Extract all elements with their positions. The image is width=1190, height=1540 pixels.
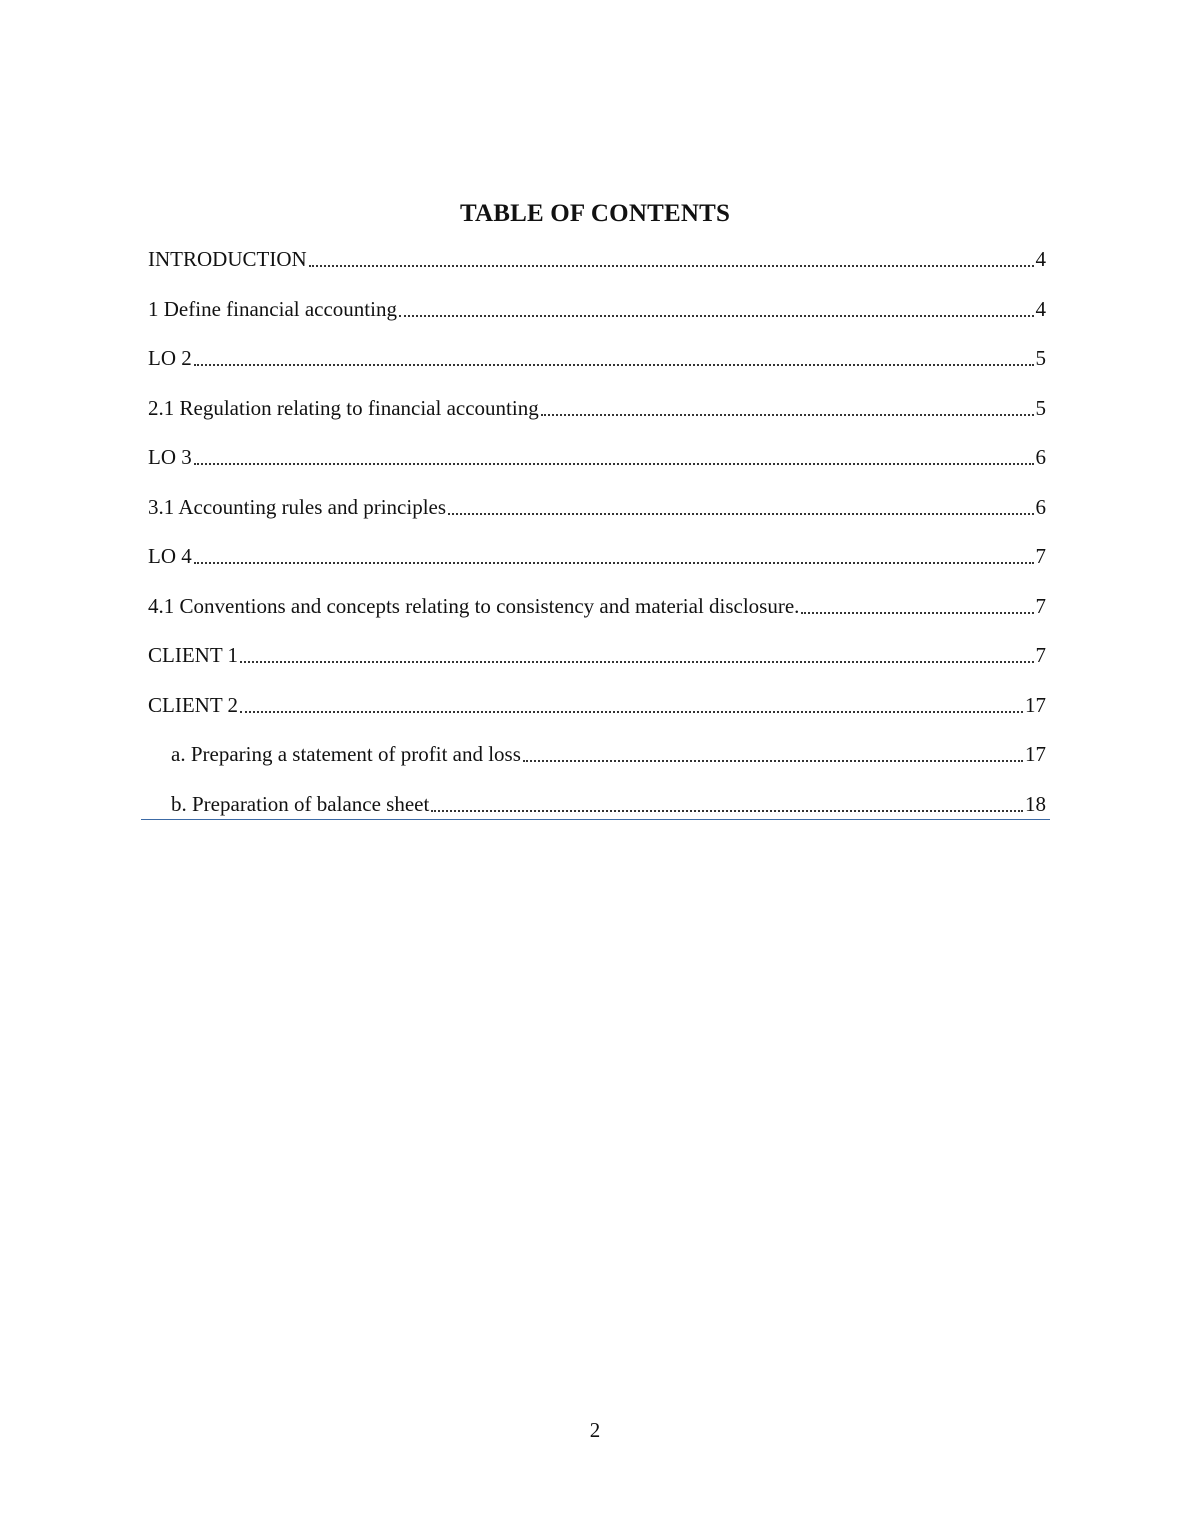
- toc-entry-title: a. Preparing a statement of profit and loss: [171, 742, 521, 766]
- toc-entry-title: INTRODUCTION: [148, 247, 307, 271]
- toc-entry-page: 18: [1025, 791, 1046, 816]
- dot-leader: [541, 394, 1034, 416]
- toc-entry-title: 1 Define financial accounting: [148, 296, 397, 321]
- toc-entry-title: LO 3: [148, 445, 192, 469]
- toc-entry-page: 17: [1025, 692, 1046, 717]
- toc-entry-page: 7: [1035, 643, 1046, 667]
- dot-leader: [448, 493, 1033, 515]
- toc-entry[interactable]: [148, 295, 1046, 345]
- toc-field-boundary-line: [141, 819, 1050, 820]
- dot-leader: [801, 592, 1033, 614]
- dot-leader: [523, 740, 1023, 762]
- toc-entry[interactable]: [148, 592, 1046, 642]
- toc-entry-page: 17: [1025, 742, 1046, 766]
- table-of-contents: [148, 245, 1046, 839]
- dot-leader: [240, 641, 1033, 663]
- toc-entry-page: 4: [1035, 247, 1046, 271]
- toc-entry-title: LO 4: [148, 544, 192, 568]
- toc-title: TABLE OF CONTENTS: [459, 200, 731, 227]
- toc-entry-title: 2.1 Regulation relating to financial accounting: [148, 395, 539, 420]
- toc-entry-title: CLIENT 1: [148, 643, 239, 667]
- toc-entry-page: 5: [1035, 395, 1046, 420]
- toc-entry-title: b. Preparation of balance sheet: [171, 791, 430, 816]
- dot-leader: [194, 344, 1034, 366]
- dot-leader: [431, 790, 1023, 812]
- toc-entry-title: 4.1 Conventions and concepts relating to consistency and material disclosure.: [148, 593, 800, 618]
- toc-subentry[interactable]: [148, 790, 1046, 840]
- toc-entry-title: LO 2: [148, 346, 192, 370]
- toc-subentry[interactable]: [148, 740, 1046, 790]
- dot-leader: [194, 542, 1034, 564]
- toc-entry-title: CLIENT 2: [148, 692, 239, 717]
- dot-leader: [399, 295, 1034, 317]
- toc-entry[interactable]: [148, 493, 1046, 543]
- toc-entry-title: 3.1 Accounting rules and principles: [148, 494, 447, 519]
- toc-entry-page: 4: [1035, 296, 1046, 321]
- toc-entry[interactable]: [148, 344, 1046, 394]
- toc-entry-page: 6: [1035, 445, 1046, 469]
- toc-entry[interactable]: [148, 245, 1046, 295]
- toc-entry-page: 6: [1035, 494, 1046, 519]
- toc-entry[interactable]: [148, 443, 1046, 493]
- toc-entry[interactable]: [148, 641, 1046, 691]
- toc-entry[interactable]: [148, 394, 1046, 444]
- toc-entry-page: 7: [1035, 544, 1046, 568]
- dot-leader: [240, 691, 1023, 713]
- page-number: 2: [589, 1418, 601, 1442]
- toc-entry[interactable]: [148, 542, 1046, 592]
- toc-entry[interactable]: [148, 691, 1046, 741]
- dot-leader: [194, 443, 1034, 465]
- toc-entry-page: 5: [1035, 346, 1046, 370]
- toc-entry-page: 7: [1035, 593, 1046, 618]
- dot-leader: [309, 245, 1034, 267]
